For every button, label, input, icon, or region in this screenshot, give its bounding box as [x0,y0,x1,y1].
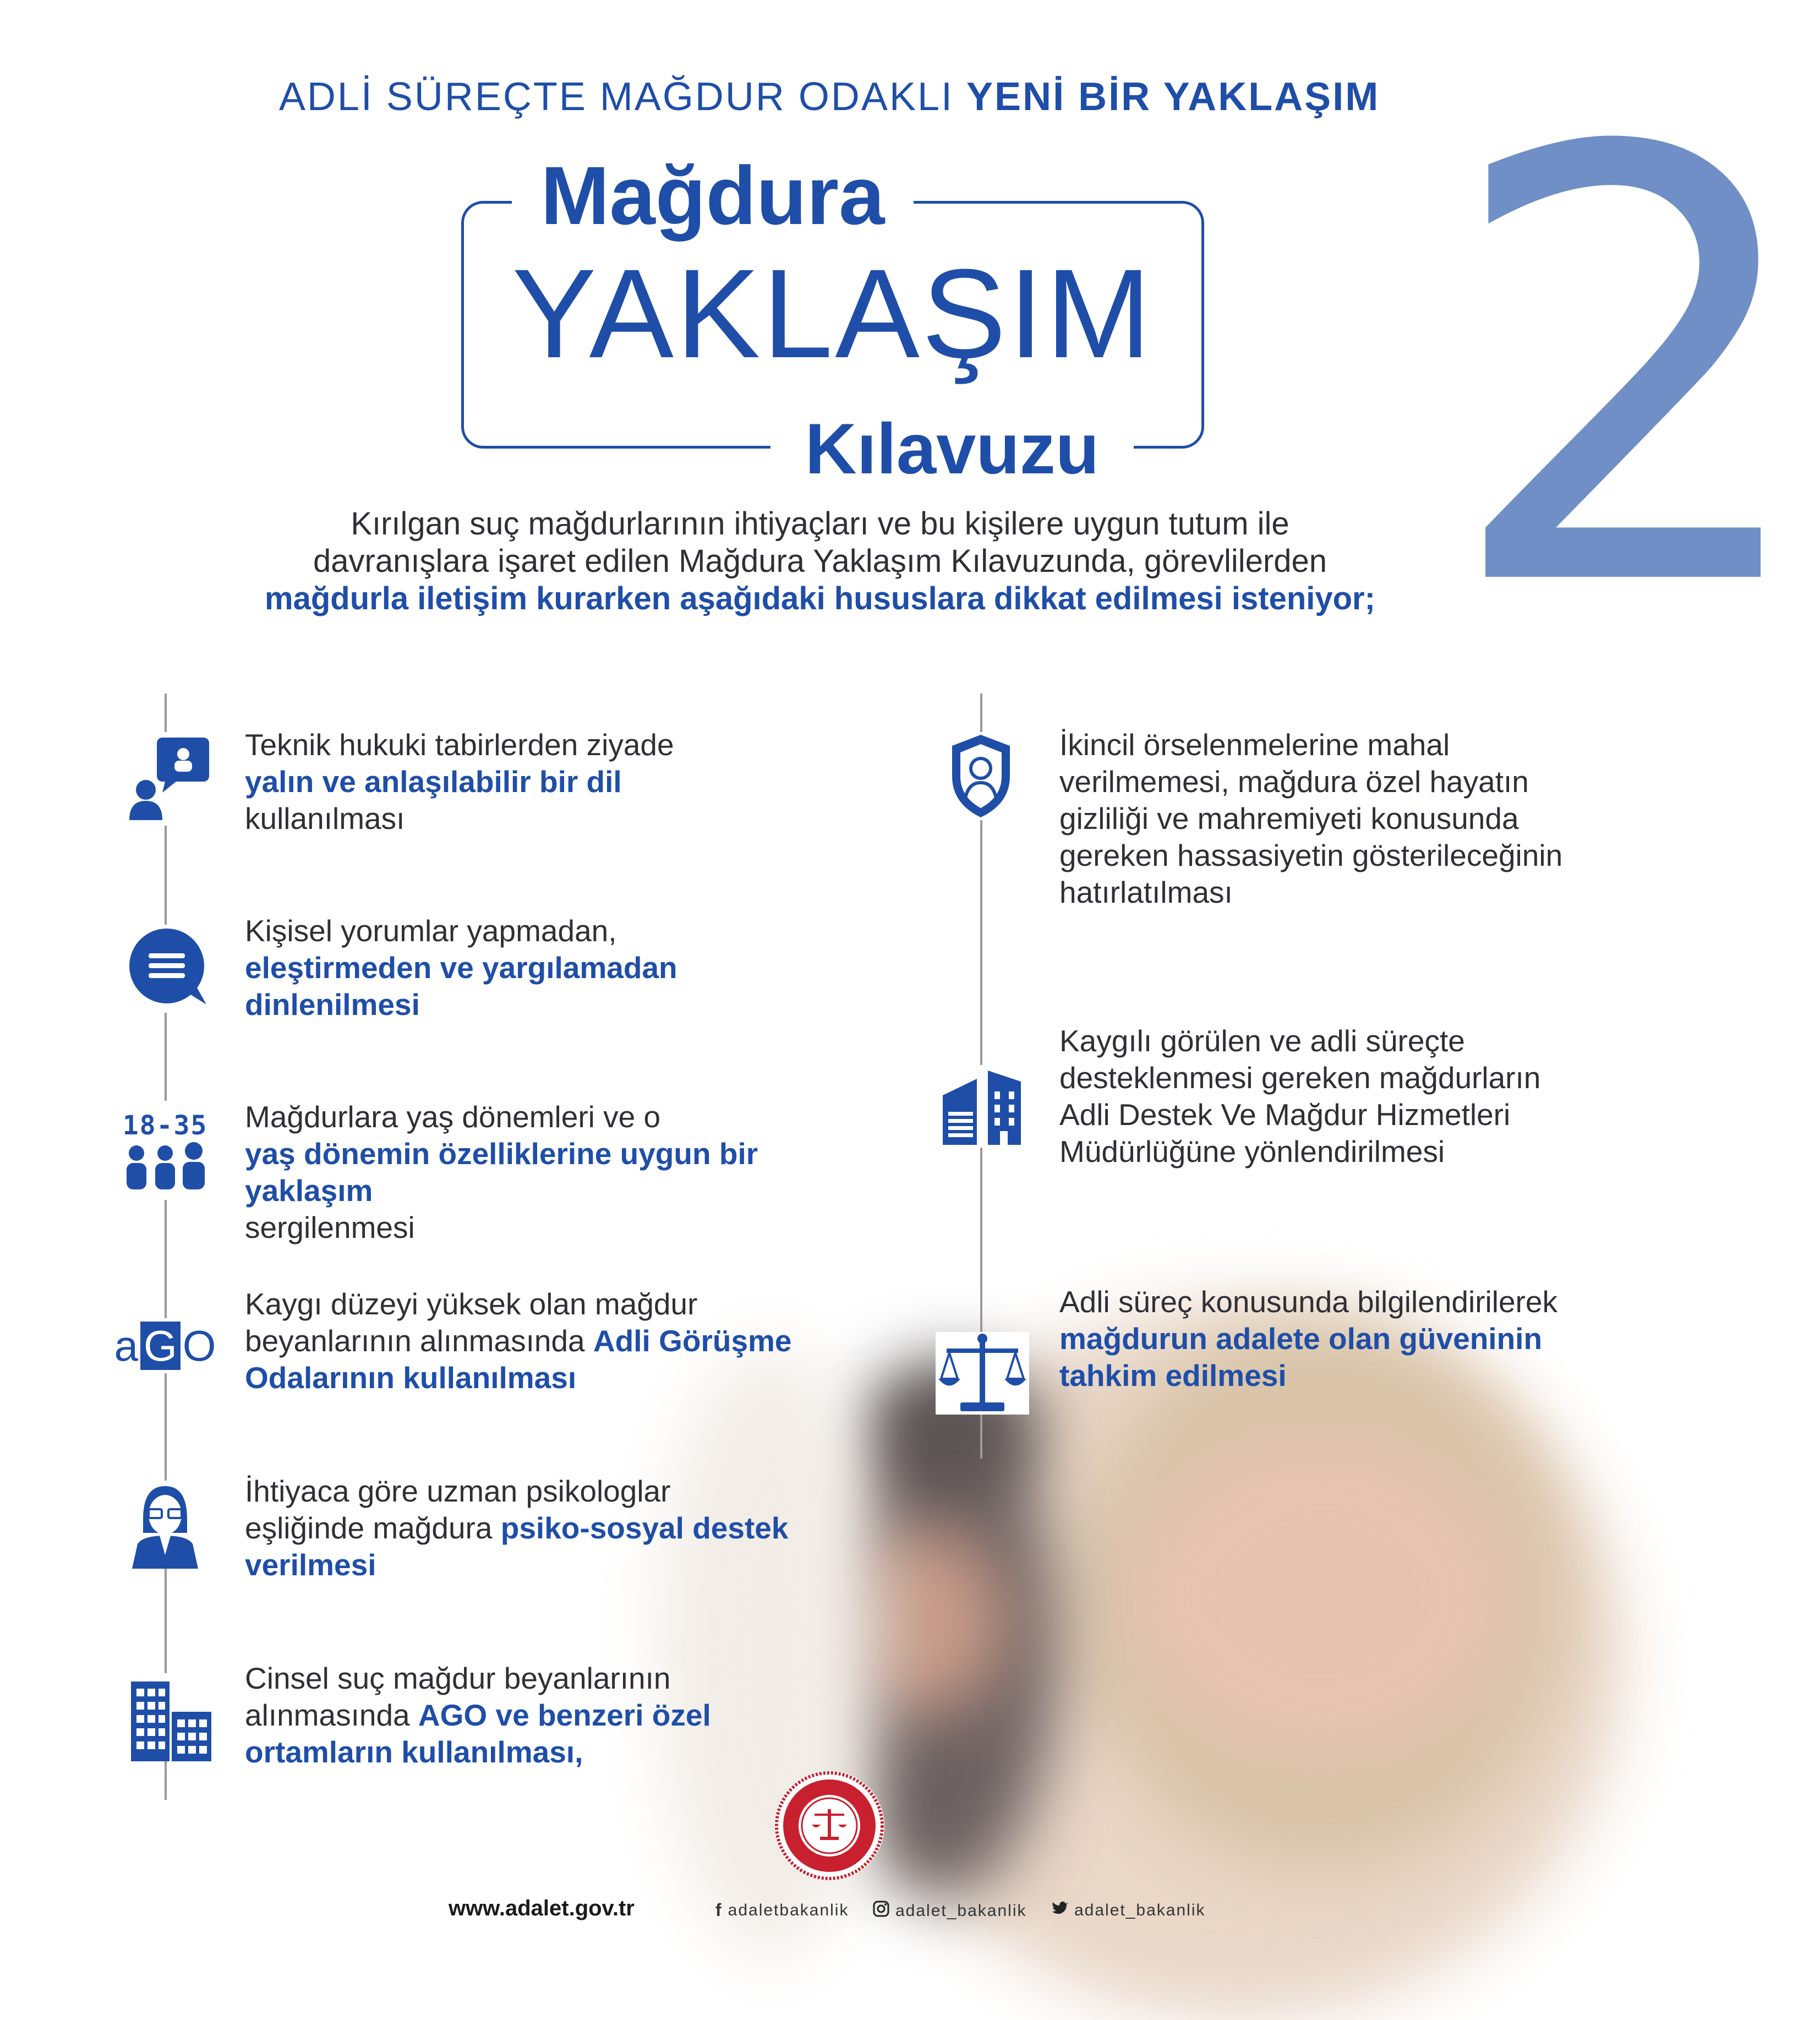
title-top: Mağdura [512,146,914,245]
left-item-1-text: Teknik hukuki tabirlerden ziyade [245,728,674,762]
speech-bubble-icon [124,925,212,1013]
left-item-1-highlight: yalın ve anlaşılabilir bir dil [245,765,622,799]
left-item-2-text: Kişisel yorumlar yapmadan, [245,914,617,948]
title-main: YAKLAŞIM [512,243,1154,384]
left-item-3-after: sergilenmesi [245,1210,415,1244]
intro-paragraph [165,505,1475,618]
left-timeline [165,694,167,1800]
shield-user-icon [947,732,1015,820]
age-group-icon [118,1101,212,1200]
left-item-5-highlight: psiko-sosyal destek verilmesi [245,1511,789,1582]
twitter-handle[interactable] [1051,1900,1206,1920]
right-item-1 [1059,727,1577,911]
facebook-label: adaletbakanlik [728,1901,849,1919]
left-item-3 [245,1099,795,1246]
twitter-icon [1051,1900,1069,1920]
facebook-handle[interactable] [715,1900,849,1920]
right-item-3-text: Adli süreç konusunda bilgilendirilerek [1059,1285,1557,1319]
instagram-icon [872,1900,890,1922]
intro-highlight: mağdurla iletişim kurarken aşağıdaki hususlara dikkat edilmesi isteniyor; [265,581,1375,616]
ago-logo-icon: a G O [110,1318,220,1373]
website-link[interactable]: www.adalet.gov.tr [449,1896,635,1920]
right-item-3-highlight: mağdurun adalete olan güveninin tahkim edilmesi [1059,1322,1543,1393]
right-item-1-text: İkincil örselenmelerine mahal verilmemesi, mağdura özel hayatın gizliliği ve mahremiyeti konusunda gereken hassasiyetin gösterileceğinin hatırlatılması [1059,728,1563,909]
left-item-1 [245,727,795,837]
left-item-2 [245,913,795,1023]
intro-line-2: davranışlara işaret edilen Mağdura Yaklaşım Kılavuzunda, görevlilerden [313,543,1327,579]
left-item-5 [245,1473,795,1584]
facebook-icon: f [715,1900,723,1920]
left-item-4 [245,1286,795,1396]
buildings-icon [127,1673,215,1761]
left-item-4-text: Kaygı düzeyi yüksek olan mağdur beyanlarının alınmasında [245,1287,698,1358]
twitter-label: adalet_bakanlik [1074,1901,1206,1919]
scales-icon [936,1332,1029,1415]
left-item-1-after: kullanılması [245,801,405,836]
title-bottom: Kılavuzu [770,405,1134,493]
guide-number: 2 [1442,25,1820,717]
right-item-2-text: Kaygılı görülen ve adli süreçte desteklenmesi gereken mağdurların Adli Destek Ve Mağdur Hizmetleri Müdürlüğüne yönlendirilmesi [1059,1024,1541,1169]
left-item-5-text: İhtiyaca göre uzman psikologlar eşliğinde mağdura [245,1474,671,1545]
intro-line-1: Kırılgan suç mağdurlarının ihtiyaçları ve bu kişilere uygun tutum ile [351,506,1289,542]
instagram-handle[interactable] [872,1900,1027,1922]
left-item-3-text: Mağdurlara yaş dönemleri ve o [245,1100,661,1134]
chat-user-icon [124,732,212,826]
header-kicker [0,74,1659,119]
kicker-regular: ADLİ SÜREÇTE MAĞDUR ODAKLI [278,75,954,119]
ago-g-block: G [140,1322,181,1370]
psychologist-icon [127,1481,204,1569]
instagram-label: adalet_bakanlik [895,1902,1027,1920]
right-item-3 [1059,1284,1577,1394]
right-item-2 [1059,1023,1577,1170]
left-item-3-highlight: yaş dönemin özelliklerine uygun bir yaklaşım [245,1137,758,1208]
ministry-seal-logo [773,1770,886,1882]
age-range-label: 18-35 [122,1110,208,1141]
left-item-6-text: Cinsel suç mağdur beyanlarının alınmasında [245,1661,671,1732]
left-item-2-highlight: eleştirmeden ve yargılamadan dinlenilmesi [245,951,677,1022]
left-item-4-highlight: Adli Görüşme Odalarının kullanılması [245,1324,792,1395]
kicker-bold: YENİ BİR YAKLAŞIM [966,75,1380,119]
building-icon [938,1065,1026,1148]
left-item-6 [245,1660,795,1771]
left-item-6-highlight: AGO ve benzeri özel ortamların kullanılması, [245,1698,711,1769]
